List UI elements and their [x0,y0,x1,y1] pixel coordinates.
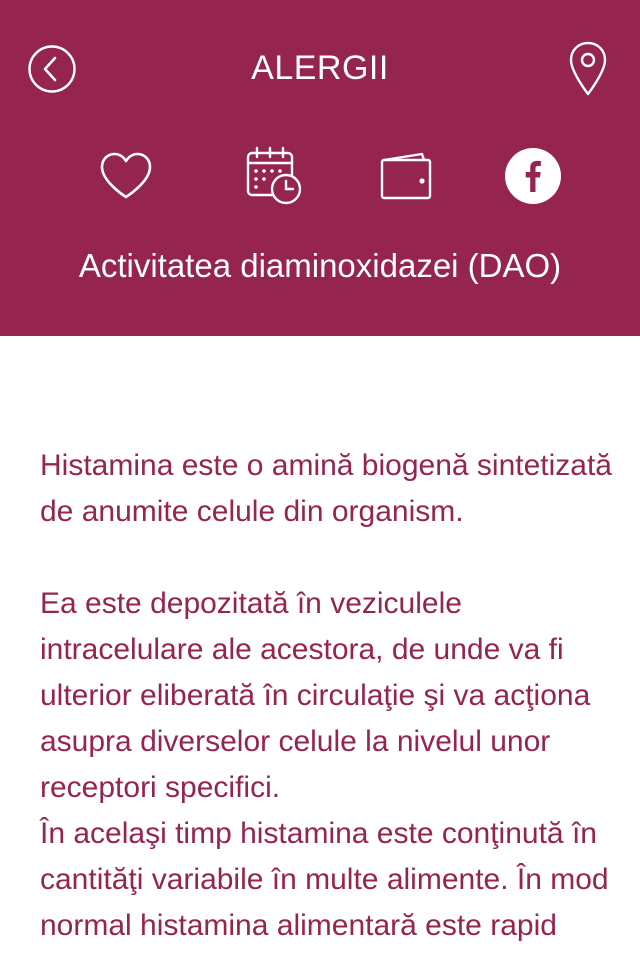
location-pin-icon [568,41,608,97]
article-content [40,443,620,949]
article-paragraph: Ea este depozitată în veziculele intracelulare ale acestora, de unde va fi ulterior eliberată în circulaţie şi va acţiona asupra diverselor celule la nivelul unor receptori specifici. [40,587,591,804]
wallet-button[interactable] [376,145,436,207]
facebook-icon [503,146,563,206]
article-paragraph: În acelaşi timp histamina este conţinută în cantităţi variabile în multe alimente. În mod normal histamina alimentară este rapid [40,817,609,942]
calendar-clock-icon [244,145,304,207]
heart-icon [98,151,154,201]
calendar-button[interactable] [244,145,304,207]
paragraph-spacer [40,535,620,581]
app-header [0,0,640,336]
page-title: ALERGII [251,49,389,87]
page-subtitle: Activitatea diaminoxidazei (DAO) [78,247,562,284]
wallet-icon [378,150,434,202]
location-button[interactable] [566,40,610,98]
article-paragraph: Histamina este o amină biogenă sintetizată de anumite celule din organism. [40,449,612,528]
favorite-button[interactable] [96,145,156,207]
facebook-button[interactable] [503,145,563,207]
